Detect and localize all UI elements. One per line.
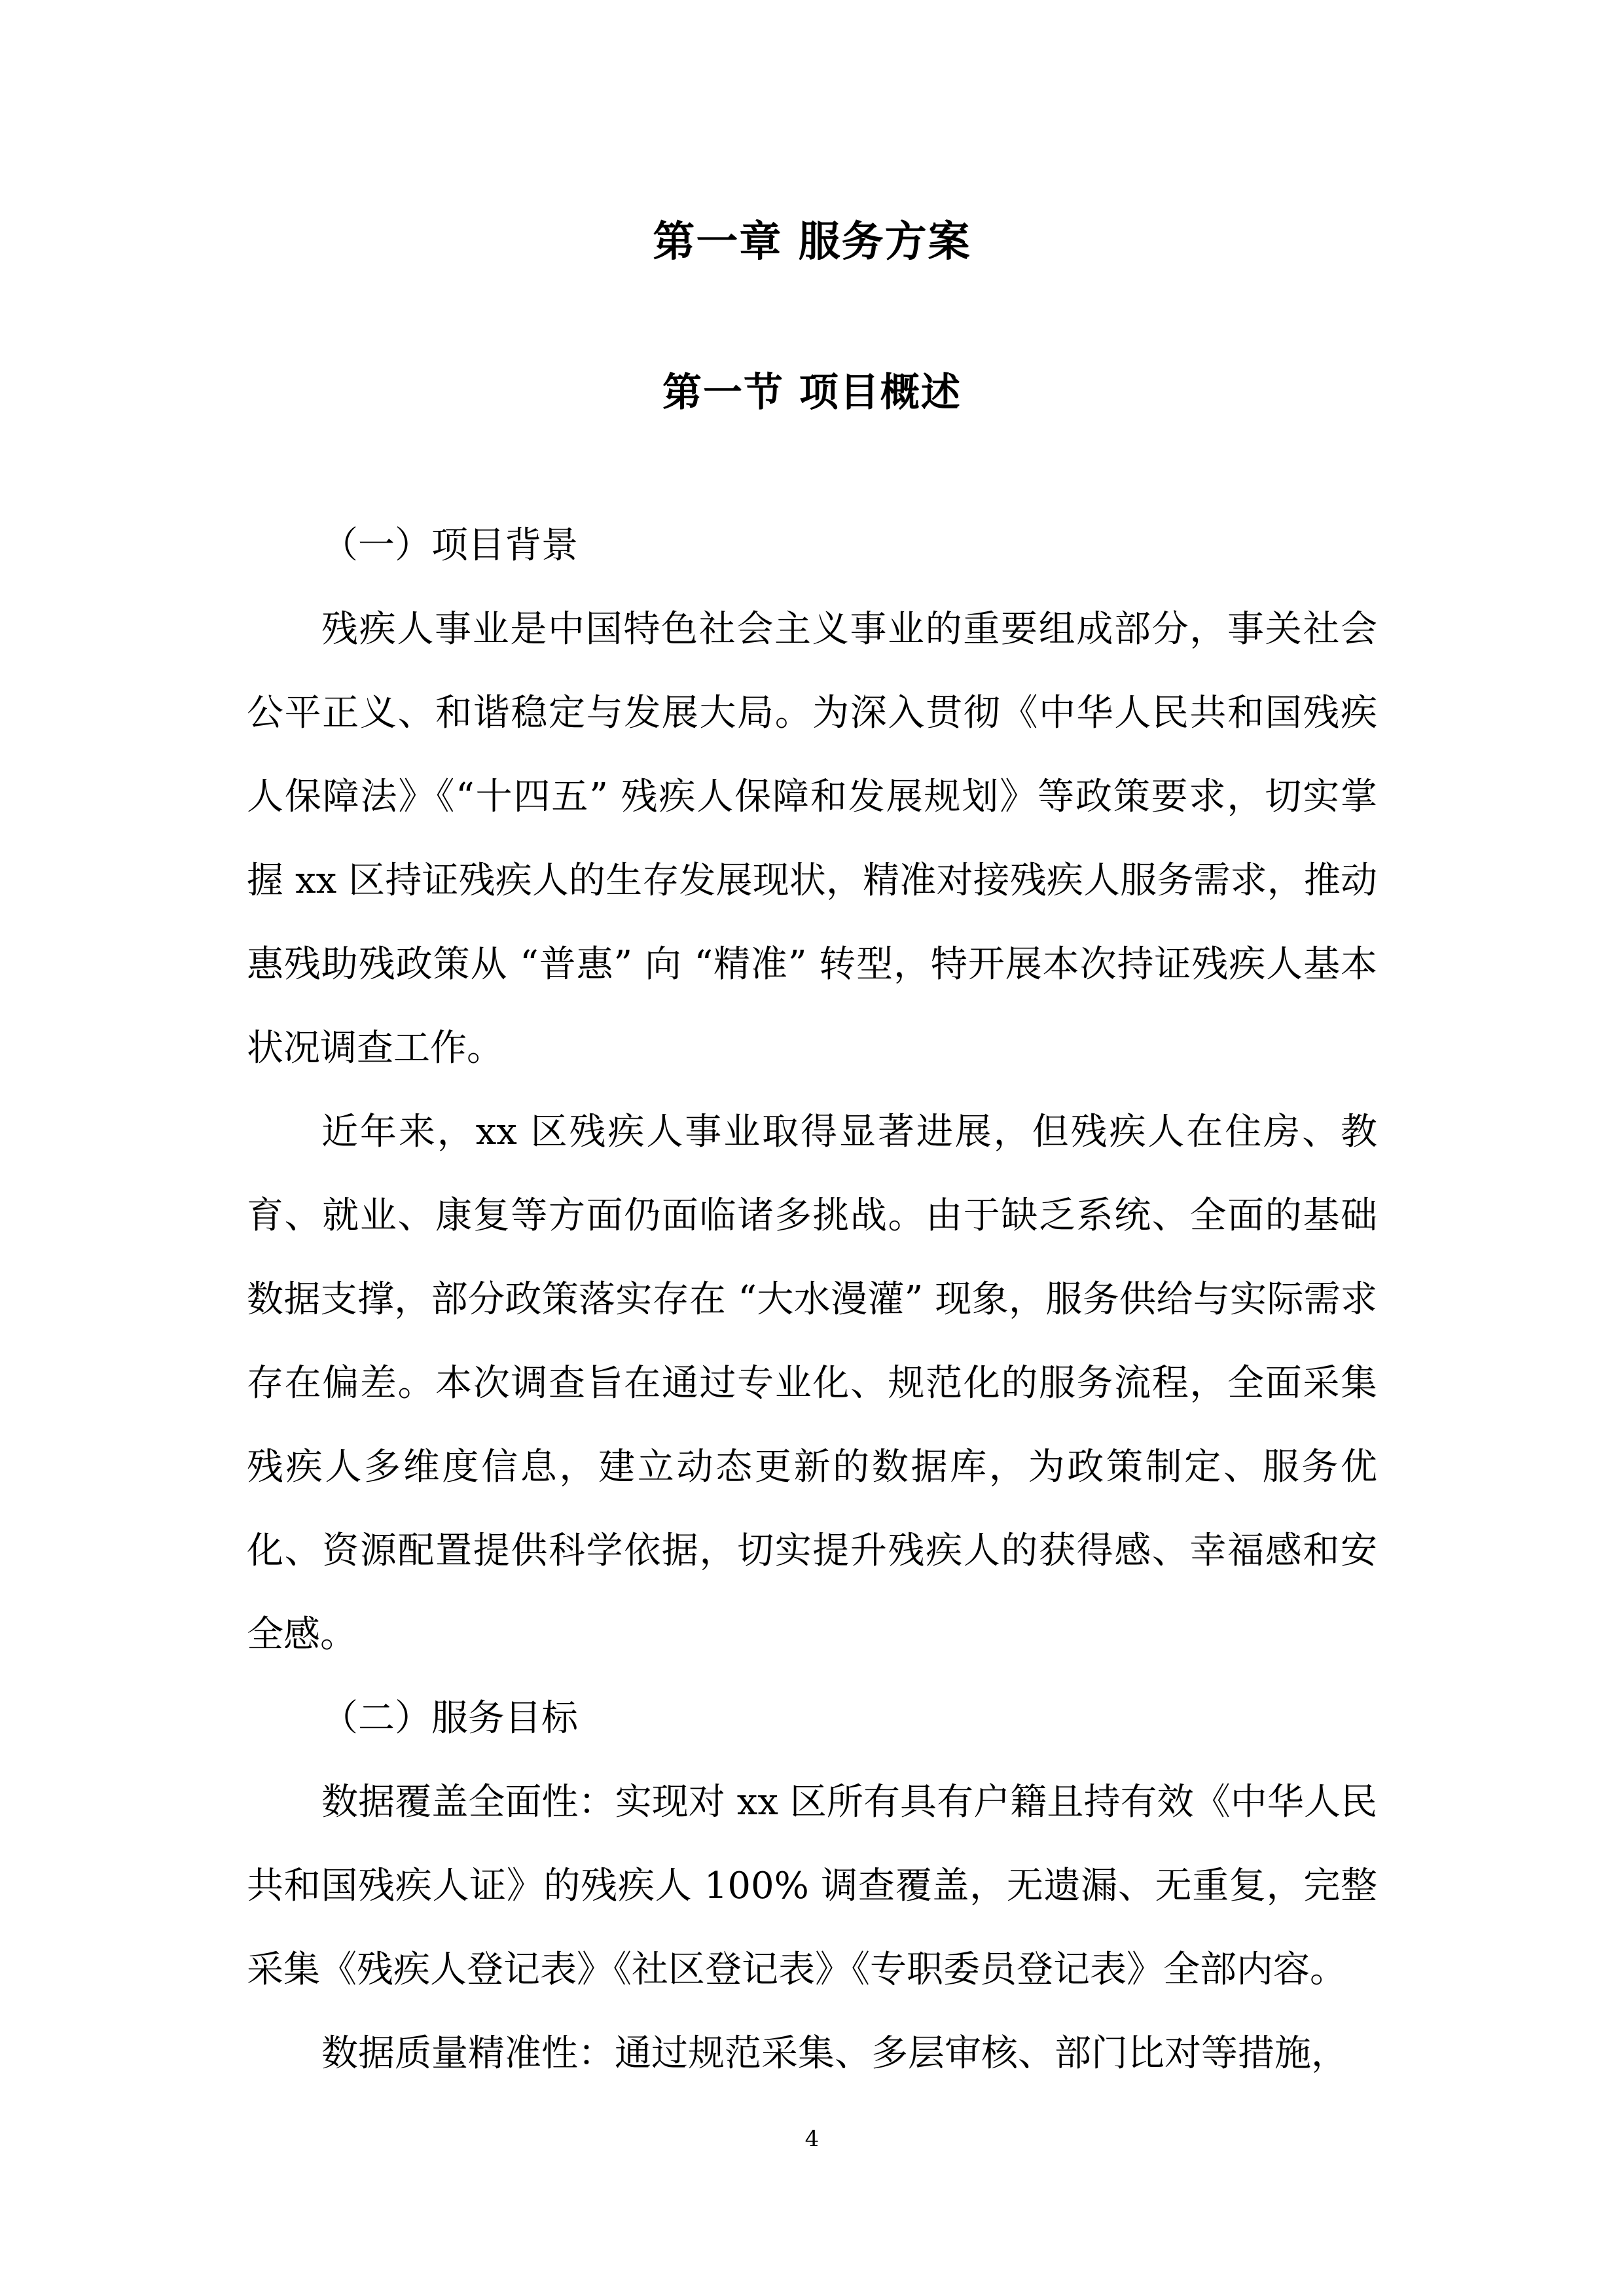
page-number: 4 [804, 2126, 820, 2152]
subheading-project-background: （一）项目背景 [321, 524, 578, 567]
paragraph-data-coverage: 数据覆盖全面性：实现对 xx 区所有具有户籍且持有效《中华人民共和国残疾人证》的残疾人 100% 调查覆盖，无遗漏、无重复，完整采集《残疾人登记表》《社区登记表》《专职委员登记表》全部内容。 [247, 1781, 1377, 1991]
paragraph-data-quality: 数据质量精准性：通过规范采集、多层审核、部门比对等措施， [321, 2032, 1348, 2075]
body-text [247, 504, 1377, 2096]
chapter-title: 第一章 服务方案 [653, 217, 971, 266]
section-title: 第一节 项目概述 [662, 370, 962, 416]
subheading-service-goals: （二）服务目标 [321, 1697, 578, 1740]
paragraph-recent-years: 近年来，xx 区残疾人事业取得显著进展，但残疾人在住房、教育、就业、康复等方面仍面临诸多挑战。由于缺乏系统、全面的基础数据支撑，部分政策落实存在 “大水漫灌” 现象，服务供给与实际需求存在偏差。本次调查旨在通过专业化、规范化的服务流程，全面采集残疾人多维度信息，建立动态更新的数据库，为政策制定、服务优化、资源配置提供科学依据，切实提升残疾人的获得感、幸福感和安全感。 [247, 1111, 1377, 1656]
paragraph-background: 残疾人事业是中国特色社会主义事业的重要组成部分，事关社会公平正义、和谐稳定与发展大局。为深入贯彻《中华人民共和国残疾人保障法》《“十四五” 残疾人保障和发展规划》等政策要求，切实掌握 xx 区持证残疾人的生存发展现状，精准对接残疾人服务需求，推动惠残助残政策从 “普惠” 向 “精准” 转型，特开展本次持证残疾人基本状况调查工作。 [247, 608, 1377, 1069]
